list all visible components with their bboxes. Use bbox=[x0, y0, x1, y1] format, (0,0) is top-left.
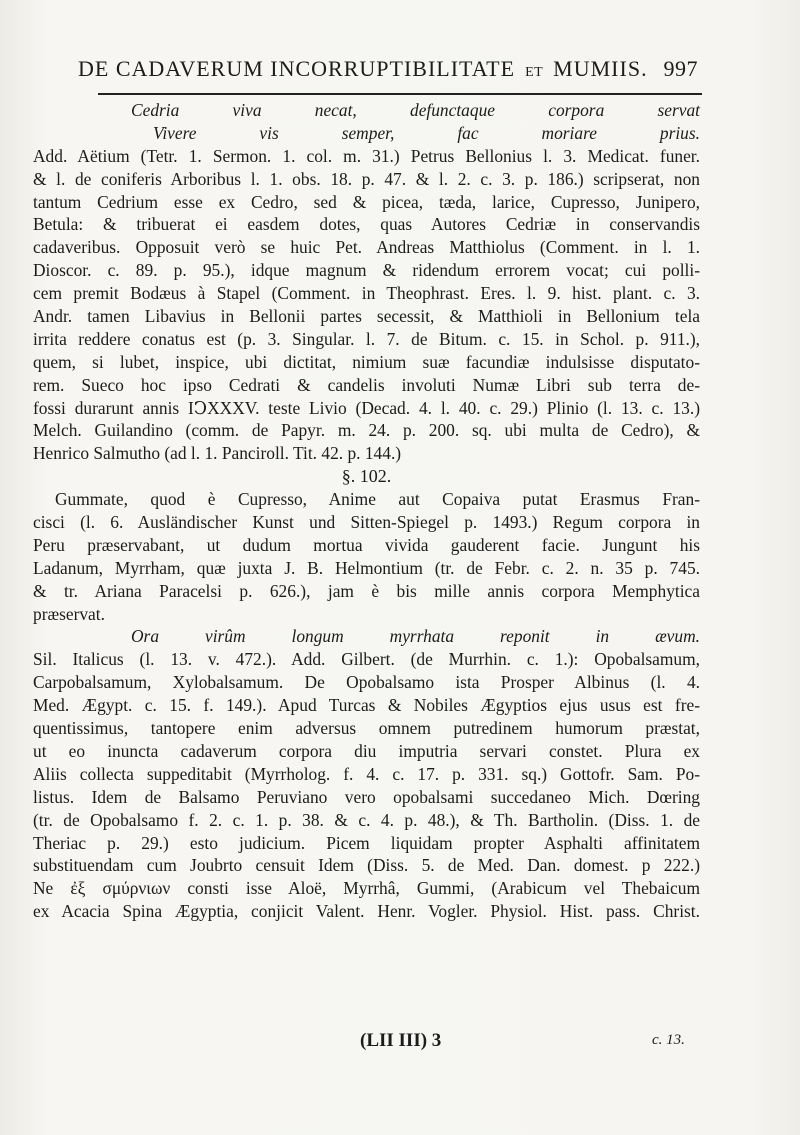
text-line: listus. Idem de Balsamo Peruviano vero opobalsami succedaneo Mich. Dœring bbox=[33, 786, 700, 807]
text-line: Andr. tamen Libavius in Bellonii partes secessit, & Matthioli in Bellonium tela bbox=[33, 306, 700, 327]
page-number: 997 bbox=[663, 56, 698, 81]
text-line: Gummate, quod è Cupresso, Anime aut Copaiva putat Erasmus Fran- bbox=[55, 489, 700, 510]
text-line: Med. Ægypt. c. 15. f. 149.). Apud Turcas & Nobiles Ægyptios ejus usus est fre- bbox=[33, 695, 700, 716]
text-line: Betula: & tribuerat ei easdem dotes, quas Autores Cedriæ in conservandis bbox=[33, 214, 700, 235]
text-line: Dioscor. c. 89. p. 95.), idque magnum & ridendum errorem vocat; cui polli- bbox=[33, 260, 700, 281]
text-line: præservat. bbox=[33, 603, 105, 624]
verse-line: Ora virûm longum myrrhata reponit in ævum. bbox=[131, 626, 700, 647]
text-line: tantum Cedrium esse ex Cedro, sed & picea, tæda, larice, Cupresso, Junipero, bbox=[33, 191, 700, 212]
text-line: Aliis collecta suppeditabit (Myrrholog. f. 4. c. 17. p. 331. sq.) Gottofr. Sam. Po- bbox=[33, 763, 700, 784]
text-line: rem. Sueco hoc ipso Cedrati & candelis involuti Numæ Libri sub terra de- bbox=[33, 374, 700, 395]
text-line: Ne ἐξ σμύρνιων consti isse Aloë, Myrrhâ, Gummi, (Arabicum vel Thebaicum bbox=[33, 878, 700, 899]
text-line: quentissimus, tantopere enim adversus omnem putredinem humorum præstat, bbox=[33, 718, 700, 739]
text-line: Theriac p. 29.) esto judicium. Picem liquidam propter Asphalti affinitatem bbox=[33, 832, 700, 853]
text-line: Sil. Italicus (l. 13. v. 472.). Add. Gilbert. (de Murrhin. c. 1.): Opobalsamum, bbox=[33, 649, 700, 670]
text-line: fossi durarunt annis IↃXXXV. teste Livio (Decad. 4. l. 40. c. 29.) Plinio (l. 13. c. 13.) bbox=[33, 397, 700, 418]
text-line: Peru præservabant, ut dudum mortua vivida gauderent facie. Jungunt his bbox=[33, 534, 700, 555]
text-line: Henrico Salmutho (ad l. 1. Panciroll. Tit. 42. p. 144.) bbox=[33, 443, 402, 464]
header-rule bbox=[98, 93, 702, 95]
text-line: irrita reddere conatus est (p. 3. Singular. l. 7. de Bitum. c. 15. in Schol. p. 911.), bbox=[33, 328, 700, 349]
text-line: cisci (l. 6. Ausländischer Kunst und Sitten-Spiegel p. 1493.) Regum corpora in bbox=[33, 512, 700, 533]
section-heading: §. 102. bbox=[341, 466, 392, 487]
text-line: (tr. de Opobalsamo f. 2. c. 1. p. 38. & c. 4. p. 48.), & Th. Bartholin. (Diss. 1. de bbox=[33, 809, 700, 830]
text-line: Add. Aëtium (Tetr. 1. Sermon. 1. col. m. 31.) Petrus Bellonius l. 3. Medicat. funer. bbox=[33, 145, 700, 166]
text-line: substituendam cum Joubrto censuit Idem (Diss. 5. de Med. Dan. domest. p 222.) bbox=[33, 855, 700, 876]
verse-line: Cedria viva necat, defunctaque corpora servat bbox=[131, 100, 700, 120]
verse-line: Vivere vis semper, fac moriare prius. bbox=[153, 122, 700, 143]
signature-mark: (LII III) 3 bbox=[360, 1030, 442, 1051]
body-text bbox=[33, 99, 700, 923]
running-title bbox=[78, 56, 648, 82]
text-line: Carpobalsamum, Xylobalsamum. De Opobalsamo ista Prosper Albinus (l. 4. bbox=[33, 672, 700, 693]
running-title-et: ET bbox=[525, 65, 544, 80]
catchword: c. 13. bbox=[652, 1032, 685, 1048]
text-line: cadaveribus. Opposuit verò se huic Pet. Andreas Matthiolus (Comment. in l. 1. bbox=[33, 237, 700, 258]
text-line: cem premit Bodæus à Stapel (Comment. in Theophrast. Eres. l. 9. hist. plant. c. 3. bbox=[33, 283, 700, 304]
text-line: Melch. Guilandino (comm. de Papyr. m. 24. p. 200. sq. ubi multa de Cedro), & bbox=[33, 420, 700, 441]
text-line: ex Acacia Spina Ægyptia, conjicit Valent. Henr. Vogler. Physiol. Hist. pass. Christ. bbox=[33, 901, 700, 922]
running-head bbox=[78, 56, 698, 90]
text-line: & tr. Ariana Paracelsi p. 626.), jam è bis mille annis corpora Memphytica bbox=[33, 580, 700, 601]
text-line: quem, si lubet, inspice, ubi dictitat, nimium suæ facundiæ indulsisse disputato- bbox=[33, 351, 700, 372]
running-title-part2: MUMIIS. bbox=[553, 56, 648, 81]
text-line: ut eo inuncta cadaverum corpora diu imputria servari constet. Plura ex bbox=[33, 740, 700, 761]
text-line: & l. de coniferis Arboribus l. 1. obs. 18. p. 47. & l. 2. c. 3. p. 186.) scripserat, non bbox=[33, 168, 700, 189]
text-line: Ladanum, Myrrham, quæ juxta J. B. Helmontium (tr. de Febr. c. 2. n. 35 p. 745. bbox=[33, 557, 700, 578]
running-title-part1: DE CADAVERUM INCORRUPTIBILITATE bbox=[78, 56, 516, 81]
